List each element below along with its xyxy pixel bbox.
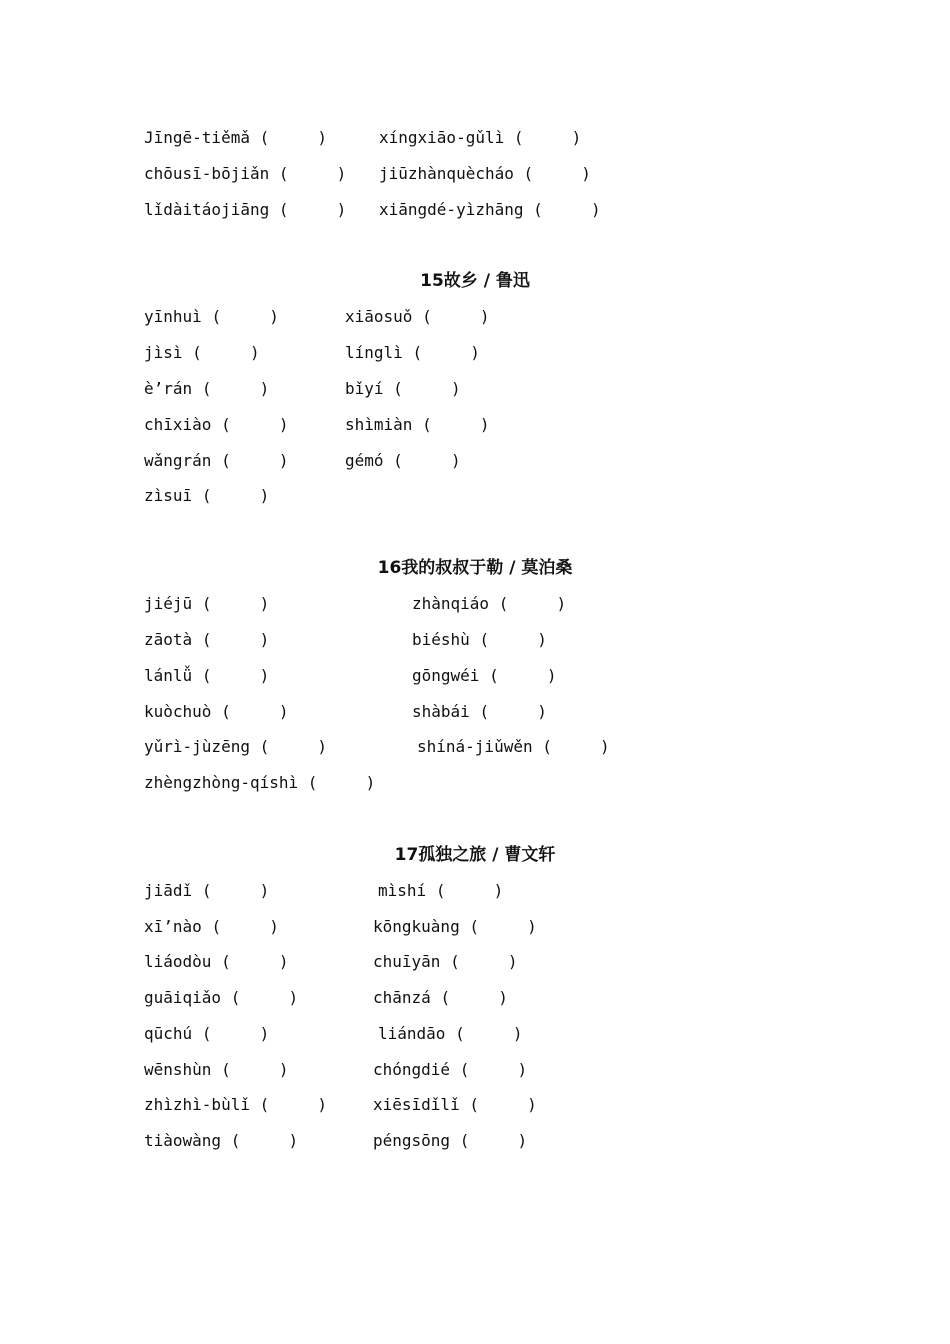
pinyin-item: gōngwéi ( ) bbox=[412, 666, 557, 685]
answer-blank[interactable]: ( ) bbox=[542, 737, 610, 756]
answer-blank[interactable]: ( ) bbox=[221, 1060, 289, 1079]
pinyin-item: jiādǐ ( ) bbox=[144, 881, 270, 900]
pinyin-item: liándāo ( ) bbox=[378, 1024, 523, 1043]
pinyin-item: gémó ( ) bbox=[345, 451, 461, 470]
pinyin-item: zhìzhì-bùlǐ ( ) bbox=[144, 1095, 328, 1114]
answer-blank[interactable]: ( ) bbox=[393, 379, 461, 398]
section-title: 15故乡 / 鲁迅 bbox=[420, 271, 530, 291]
pinyin-item: shíná-jiǔwěn ( ) bbox=[417, 737, 610, 756]
pinyin-item: jìsì ( ) bbox=[144, 343, 260, 362]
answer-blank[interactable]: ( ) bbox=[201, 379, 270, 398]
pinyin-item: biéshù ( ) bbox=[412, 630, 547, 649]
pinyin-item: zìsuī ( ) bbox=[144, 486, 270, 505]
answer-blank[interactable]: ( ) bbox=[192, 343, 260, 362]
pinyin-item: xiāngdé-yìzhāng ( ) bbox=[379, 200, 601, 219]
answer-blank[interactable]: ( ) bbox=[230, 1131, 299, 1150]
pinyin-item: chuīyān ( ) bbox=[373, 952, 518, 971]
pinyin-item: yǔrì-jùzēng ( ) bbox=[144, 737, 328, 756]
pinyin-item: chānzá ( ) bbox=[373, 988, 508, 1007]
answer-blank[interactable]: ( ) bbox=[479, 630, 547, 649]
answer-blank[interactable]: ( ) bbox=[455, 1024, 523, 1043]
pinyin-item: wǎngrán ( ) bbox=[144, 451, 289, 470]
pinyin-item: shìmiàn ( ) bbox=[345, 415, 490, 434]
pinyin-item: lánlǚ ( ) bbox=[144, 666, 270, 685]
pinyin-item: kuòchuò ( ) bbox=[144, 702, 289, 721]
answer-blank[interactable]: ( ) bbox=[412, 343, 480, 362]
answer-blank[interactable]: ( ) bbox=[211, 917, 279, 936]
answer-blank[interactable]: ( ) bbox=[230, 988, 299, 1007]
answer-blank[interactable]: ( ) bbox=[201, 666, 270, 685]
answer-blank[interactable]: ( ) bbox=[259, 737, 328, 756]
answer-blank[interactable]: ( ) bbox=[201, 594, 270, 613]
pinyin-item: mìshí ( ) bbox=[378, 881, 504, 900]
pinyin-item: è’rán ( ) bbox=[144, 379, 270, 398]
pinyin-item: zhèngzhòng-qíshì ( ) bbox=[144, 773, 376, 792]
pinyin-item: wēnshùn ( ) bbox=[144, 1060, 289, 1079]
pinyin-item: xiēsīdǐlǐ ( ) bbox=[373, 1095, 537, 1114]
answer-blank[interactable]: ( ) bbox=[422, 415, 490, 434]
answer-blank[interactable]: ( ) bbox=[259, 1095, 328, 1114]
pinyin-item: chóngdié ( ) bbox=[373, 1060, 528, 1079]
answer-blank[interactable]: ( ) bbox=[435, 881, 504, 900]
pinyin-item: tiàowàng ( ) bbox=[144, 1131, 299, 1150]
pinyin-item: qūchú ( ) bbox=[144, 1024, 270, 1043]
answer-blank[interactable]: ( ) bbox=[201, 1024, 270, 1043]
pinyin-item: jiūzhànquècháo ( ) bbox=[379, 164, 591, 183]
answer-blank[interactable]: ( ) bbox=[422, 307, 490, 326]
answer-blank[interactable]: ( ) bbox=[221, 702, 289, 721]
pinyin-item: shàbái ( ) bbox=[412, 702, 547, 721]
answer-blank[interactable]: ( ) bbox=[211, 307, 279, 326]
answer-blank[interactable]: ( ) bbox=[489, 666, 557, 685]
pinyin-item: liáodòu ( ) bbox=[144, 952, 289, 971]
answer-blank[interactable]: ( ) bbox=[469, 1095, 537, 1114]
answer-blank[interactable]: ( ) bbox=[459, 1131, 528, 1150]
section-title: 16我的叔叔于勒 / 莫泊桑 bbox=[377, 558, 573, 578]
section-title: 17孤独之旅 / 曹文轩 bbox=[394, 845, 556, 865]
answer-blank[interactable]: ( ) bbox=[278, 200, 347, 219]
pinyin-item: línglì ( ) bbox=[345, 343, 480, 362]
pinyin-item: jiéjū ( ) bbox=[144, 594, 270, 613]
answer-blank[interactable]: ( ) bbox=[221, 952, 289, 971]
pinyin-item: Jīngē-tiěmǎ ( ) bbox=[144, 128, 328, 147]
pinyin-item: kōngkuàng ( ) bbox=[373, 917, 537, 936]
answer-blank[interactable]: ( ) bbox=[221, 415, 289, 434]
pinyin-item: xī’nào ( ) bbox=[144, 917, 279, 936]
answer-blank[interactable]: ( ) bbox=[440, 988, 508, 1007]
pinyin-item: guāiqiǎo ( ) bbox=[144, 988, 299, 1007]
answer-blank[interactable]: ( ) bbox=[278, 164, 347, 183]
answer-blank[interactable]: ( ) bbox=[469, 917, 537, 936]
answer-blank[interactable]: ( ) bbox=[513, 128, 582, 147]
answer-blank[interactable]: ( ) bbox=[498, 594, 567, 613]
pinyin-item: bǐyí ( ) bbox=[345, 379, 461, 398]
pinyin-item: lǐdàitáojiāng ( ) bbox=[144, 200, 347, 219]
pinyin-item: zāotà ( ) bbox=[144, 630, 270, 649]
answer-blank[interactable]: ( ) bbox=[201, 630, 270, 649]
answer-blank[interactable]: ( ) bbox=[533, 200, 601, 219]
answer-blank[interactable]: ( ) bbox=[393, 451, 461, 470]
answer-blank[interactable]: ( ) bbox=[201, 486, 270, 505]
answer-blank[interactable]: ( ) bbox=[450, 952, 518, 971]
answer-blank[interactable]: ( ) bbox=[201, 881, 270, 900]
pinyin-item: zhànqiáo ( ) bbox=[412, 594, 567, 613]
answer-blank[interactable]: ( ) bbox=[479, 702, 547, 721]
pinyin-item: yīnhuì ( ) bbox=[144, 307, 279, 326]
pinyin-item: xíngxiāo-gǔlì ( ) bbox=[379, 128, 582, 147]
pinyin-item: chōusī-bōjiǎn ( ) bbox=[144, 164, 347, 183]
pinyin-item: xiāosuǒ ( ) bbox=[345, 307, 490, 326]
answer-blank[interactable]: ( ) bbox=[259, 128, 328, 147]
answer-blank[interactable]: ( ) bbox=[459, 1060, 528, 1079]
answer-blank[interactable]: ( ) bbox=[307, 773, 376, 792]
pinyin-item: chīxiào ( ) bbox=[144, 415, 289, 434]
pinyin-item: péngsōng ( ) bbox=[373, 1131, 528, 1150]
answer-blank[interactable]: ( ) bbox=[221, 451, 289, 470]
answer-blank[interactable]: ( ) bbox=[523, 164, 591, 183]
